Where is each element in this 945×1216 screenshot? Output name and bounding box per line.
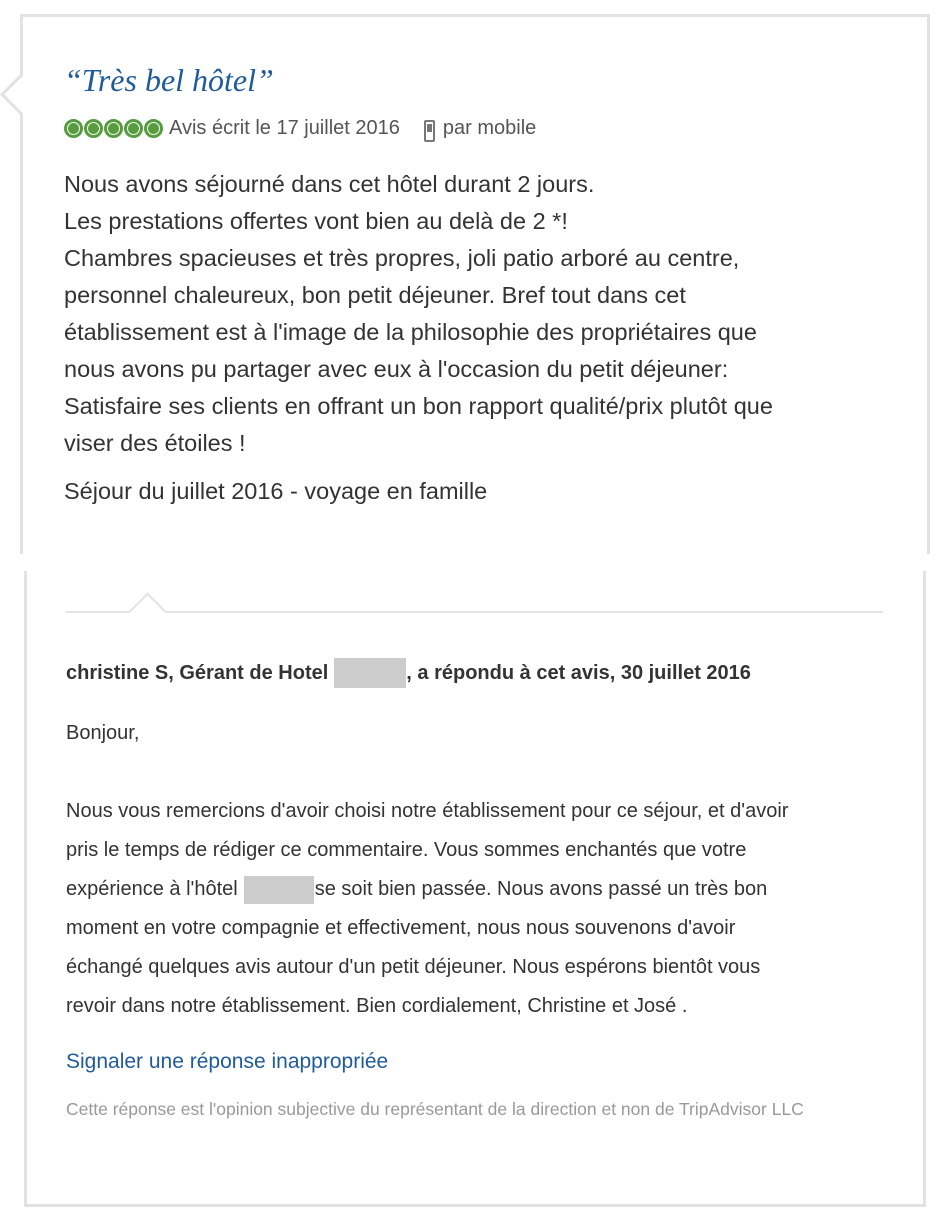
response-greeting: Bonjour, bbox=[66, 722, 140, 744]
response-body bbox=[66, 792, 886, 1026]
response-body-line bbox=[66, 948, 886, 987]
review-body-line: Les prestations offertes vont bien au delà de 2 *! bbox=[64, 208, 568, 234]
response-meta: , a répondu à cet avis, 30 juillet 2016 bbox=[406, 661, 751, 684]
review-body-line: nous avons pu partager avec eux à l'occasion du petit déjeuner: bbox=[64, 356, 729, 382]
response-text: Nous vous remercions d'avoir choisi notre établissement pour ce séjour, et d'avoir bbox=[66, 800, 789, 822]
response-divider bbox=[66, 611, 883, 613]
stay-info: Séjour du juillet 2016 - voyage en famille bbox=[64, 478, 488, 504]
rating-bubble-icon bbox=[104, 119, 123, 138]
response-body-line bbox=[66, 831, 886, 870]
review-body-line: Nous avons séjourné dans cet hôtel durant 2 jours. bbox=[64, 171, 595, 197]
redacted-hotel-name bbox=[334, 658, 406, 688]
response-text: échangé quelques avis autour d'un petit déjeuner. Nous espérons bientôt vous bbox=[66, 956, 761, 978]
report-response-link[interactable]: Signaler une réponse inappropriée bbox=[66, 1050, 389, 1073]
review-device: par mobile bbox=[442, 116, 537, 139]
rating-bubble-icon bbox=[84, 119, 103, 138]
response-disclaimer: Cette réponse est l'opinion subjective du représentant de la direction et non de TripAdvisor LLC bbox=[66, 1099, 804, 1119]
response-text: pris le temps de rédiger ce commentaire. Vous sommes enchantés que votre bbox=[66, 839, 747, 861]
review-body-line: Satisfaire ses clients en offrant un bon rapport qualité/prix plutôt que bbox=[64, 393, 773, 419]
response-header bbox=[66, 658, 751, 688]
response-text: revoir dans notre établissement. Bien cordialement, Christine et José . bbox=[66, 995, 688, 1017]
response-body-line bbox=[66, 909, 886, 948]
response-body-line bbox=[66, 987, 886, 1026]
review-rating-row bbox=[64, 112, 536, 144]
review-body-line: personnel chaleureux, bon petit déjeuner. Bref tout dans cet bbox=[64, 282, 686, 308]
redacted-hotel-name bbox=[244, 876, 314, 904]
response-body-line bbox=[66, 870, 886, 909]
rating-bubble-icon bbox=[144, 119, 163, 138]
response-text: moment en votre compagnie et effectivement, nous nous souvenons d'avoir bbox=[66, 917, 736, 939]
response-body-line bbox=[66, 792, 886, 831]
mobile-phone-icon bbox=[424, 120, 435, 142]
review-date: Avis écrit le 17 juillet 2016 bbox=[169, 116, 400, 139]
rating-bubble-icon bbox=[124, 119, 143, 138]
rating-bubbles bbox=[64, 119, 163, 138]
review-body-line: Chambres spacieuses et très propres, joli patio arboré au centre, bbox=[64, 245, 740, 271]
review-body-line: établissement est à l'image de la philosophie des propriétaires que bbox=[64, 319, 757, 345]
review-title[interactable]: “Très bel hôtel” bbox=[64, 62, 274, 98]
rating-bubble-icon bbox=[64, 119, 83, 138]
response-text: se soit bien passée. Nous avons passé un très bon bbox=[314, 878, 768, 900]
response-text: expérience à l'hôtel bbox=[66, 878, 238, 900]
review-body bbox=[64, 166, 864, 462]
response-author: christine S, Gérant de Hotel bbox=[66, 661, 329, 684]
review-body-line: viser des étoiles ! bbox=[64, 430, 246, 456]
